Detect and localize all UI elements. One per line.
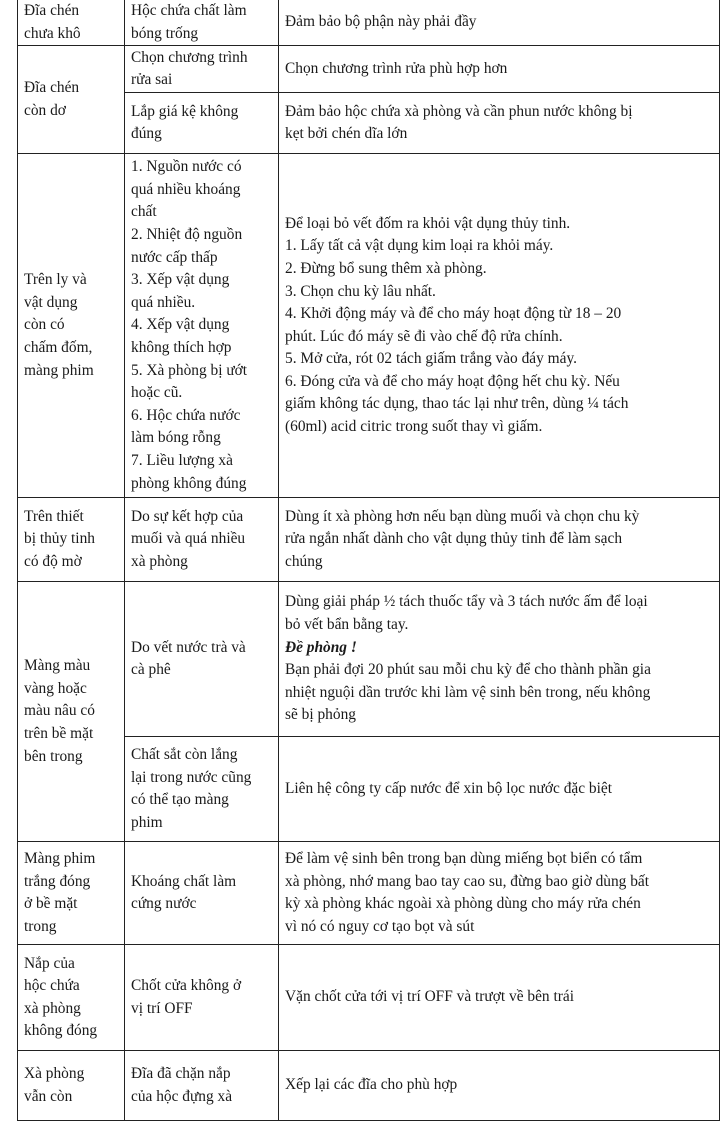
symptom-cell: Nắp của hộc chứa xà phòng không đóng [18,945,125,1051]
solution-cell: Đảm bảo bộ phận này phải đầy [279,0,720,46]
table-row [18,498,720,582]
symptom-cell: Trên ly và vật dụng còn có chấm đốm, màng phim [18,154,125,498]
table-row [18,945,720,1051]
solution-cell: Để làm vệ sinh bên trong bạn dùng miếng bọt biển có tẩm xà phòng, nhớ mang bao tay cao su, đừng bao giờ dùng bất kỳ xà phòng khác ngoài xà phòng dùng cho máy rửa chén vì nó có nguy cơ tạo bọt và sút [279,842,720,945]
solution-text: Dùng giải pháp ½ tách thuốc tẩy và 3 tách nước ấm để loại bỏ vết bẩn bằng tay. [285,593,648,633]
solution-cell: Xếp lại các đĩa cho phù hợp [279,1051,720,1121]
symptom-cell: Màng màu vàng hoặc màu nâu có trên bề mặt bên trong [18,582,125,842]
solution-cell: Liên hệ công ty cấp nước để xin bộ lọc nước đặc biệt [279,737,720,842]
warning-label: Đề phòng ! [285,638,357,656]
table-row [18,842,720,945]
cause-cell: Đĩa đã chặn nắp của hộc đựng xà [125,1051,279,1121]
cause-cell: Khoáng chất làm cứng nước [125,842,279,945]
table-row [18,46,720,93]
table-row [18,1051,720,1121]
troubleshooting-table [17,0,720,1121]
table-row [18,0,720,46]
symptom-cell: Đĩa chén còn dơ [18,46,125,154]
cause-cell: Lắp giá kệ không đúng [125,93,279,154]
cause-cell: Chốt cửa không ở vị trí OFF [125,945,279,1051]
symptom-cell: Xà phòng vẫn còn [18,1051,125,1121]
symptom-cell: Đĩa chén chưa khô [18,0,125,46]
cause-cell: Chất sắt còn lắng lại trong nước cũng có thể tạo màng phim [125,737,279,842]
cause-cell: Do sự kết hợp của muối và quá nhiều xà phòng [125,498,279,582]
cause-cell: 1. Nguồn nước có quá nhiều khoáng chất 2. Nhiệt độ nguồn nước cấp thấp 3. Xếp vật dụng quá nhiều. 4. Xếp vật dụng không thích hợp 5. Xà phòng bị ướt hoặc cũ. 6. Hộc chứa nước làm bóng rỗng 7. Liều lượng xà phòng không đúng [125,154,279,498]
cause-cell: Chọn chương trình rửa sai [125,46,279,93]
solution-text: Bạn phải đợi 20 phút sau mỗi chu kỳ để cho thành phần gia nhiệt nguội dần trước khi làm vệ sinh bên trong, nếu không sẽ bị phỏng [285,661,651,724]
cause-cell: Hộc chứa chất làm bóng trống [125,0,279,46]
solution-cell: Đảm bảo hộc chứa xà phòng và cần phun nước không bị kẹt bởi chén dĩa lớn [279,93,720,154]
table-row [18,582,720,737]
solution-cell [279,582,720,737]
cause-cell: Do vết nước trà và cà phê [125,582,279,737]
symptom-cell: Trên thiết bị thủy tinh có độ mờ [18,498,125,582]
solution-cell: Để loại bỏ vết đốm ra khỏi vật dụng thủy tinh. 1. Lấy tất cả vật dụng kim loại ra khỏi máy. 2. Đừng bổ sung thêm xà phòng. 3. Chọn chu kỳ lâu nhất. 4. Khởi động máy và để cho máy hoạt động từ 18 – 20 phút. Lúc đó máy sẽ đi vào chế độ rửa chính. 5. Mở cửa, rót 02 tách giấm trắng vào đáy máy. 6. Đóng cửa và để cho máy hoạt động hết chu kỳ. Nếu giấm không tác dụng, thao tác lại như trên, dùng ¼ tách (60ml) acid citric trong suốt thay vì giấm. [279,154,720,498]
table-row [18,154,720,498]
solution-cell: Chọn chương trình rửa phù hợp hơn [279,46,720,93]
symptom-cell: Màng phim trắng đóng ở bề mặt trong [18,842,125,945]
solution-cell: Vặn chốt cửa tới vị trí OFF và trượt về bên trái [279,945,720,1051]
solution-cell: Dùng ít xà phòng hơn nếu bạn dùng muối và chọn chu kỳ rửa ngắn nhất dành cho vật dụng thủy tinh để làm sạch chúng [279,498,720,582]
